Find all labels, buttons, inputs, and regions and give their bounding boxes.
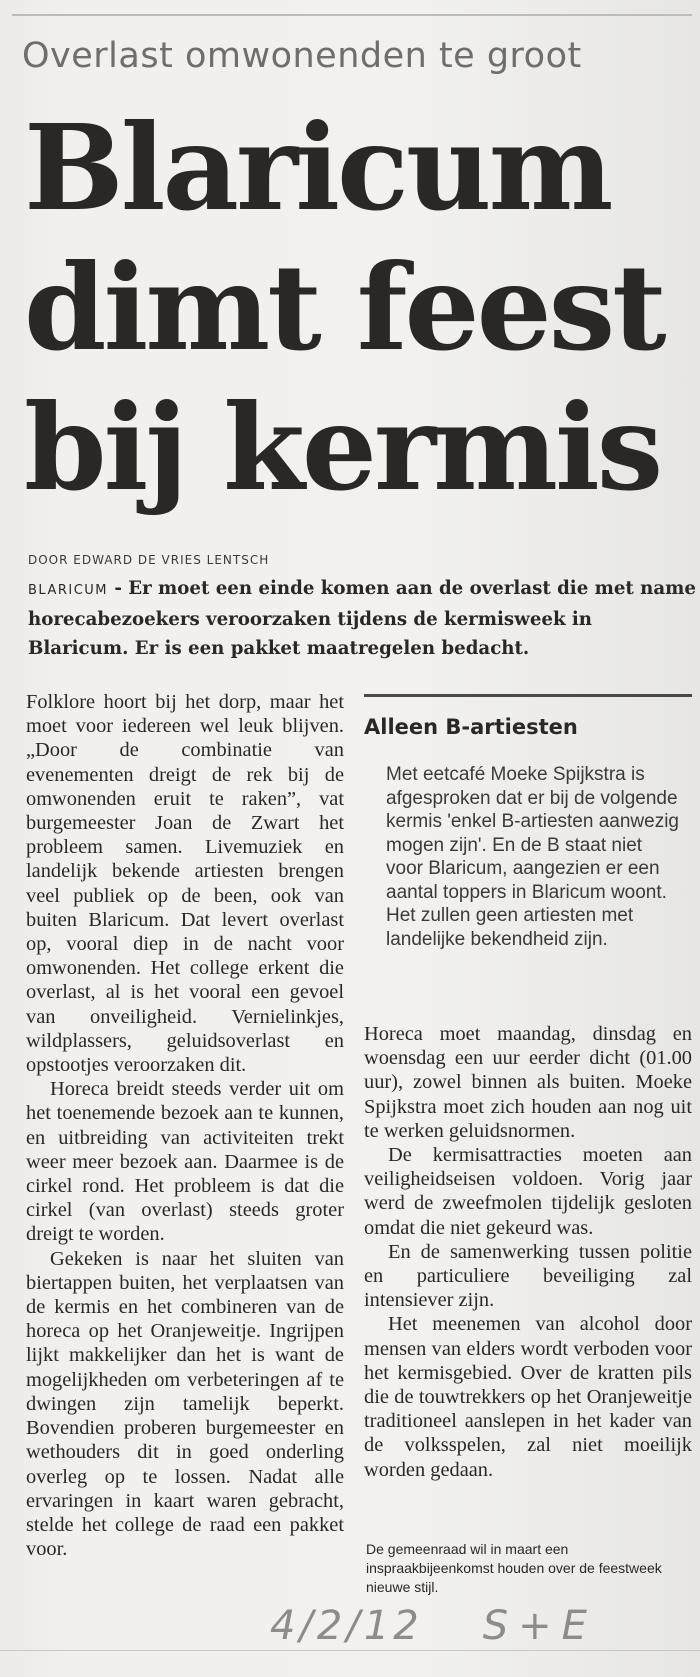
body-paragraph: Folklore hoort bij het dorp, maar het moet voor iedereen wel leuk blijven. „Door de combinatie van evenementen dreigt de rek bij de omwonenden eruit te raken”, vat burgemeester Joan de Zwart het probleem samen. Livemuziek en landelijk bekende artiesten brengen veel publiek op de been, ook van buiten Blaricum. Dat levert overlast op, vooral diep in de nacht voor omwonenden. Het college erkent die overlast, al is het vooral een gevoel van onveiligheid. Vernielinkjes, wildplassers, geluidsoverlast en opstootjes veroorzaken dit.	[26, 691, 344, 1077]
body-paragraph: Het meenemen van alcohol door mensen van elders wordt verboden voor het kermisgebied. Over de kratten pils die de touwtrekkers op het Oranjeweitje traditioneel aanslepen in het kader van de volksspelen, zal niet moeilijk worden gedaan.	[364, 1313, 692, 1481]
top-rule	[12, 14, 692, 16]
kicker: Overlast omwonenden te groot	[22, 36, 582, 76]
body-paragraph: Horeca moet maandag, dinsdag en woensdag een uur eerder dicht (01.00 uur), zowel binnen als buiten. Moeke Spijkstra moet zich houden aan nog uit te werken geluidsnormen.	[364, 1023, 692, 1142]
bottom-rule	[0, 1650, 700, 1651]
body-paragraph: En de samenwerking tussen politie en particuliere beveiliging zal intensiever zijn.	[364, 1240, 692, 1312]
body-column-right	[364, 1022, 692, 1482]
headline	[24, 98, 684, 518]
headline-line: dimt feest	[24, 238, 664, 377]
sidebar-box-title: Alleen B-artiesten	[364, 715, 578, 739]
sidebar-box	[364, 694, 692, 1007]
headline-line: bij kermis	[24, 378, 661, 517]
body-paragraph: Horeca breidt steeds verder uit om het toenemende bezoek aan te kunnen, en uitbreiding van activiteiten trekt weer meer bezoek aan. Daarmee is de cirkel rond. Het probleem is dat die cirkel (van overlast) steeds groter dreigt te worden.	[26, 1078, 344, 1246]
byline: DOOR EDWARD DE VRIES LENTSCH	[28, 553, 270, 567]
sidebar-box-text: Met eetcafé Moeke Spijkstra is afgesproken dat er bij de volgende kermis 'enkel B-artiesten aanwezig mogen zijn'. En de B staat niet voor Blaricum, aangezien er een aantal toppers in Blaricum woont. Het zullen geen artiesten met landelijke bekendheid zijn.	[386, 764, 679, 950]
body-paragraph: Gekeken is naar het sluiten van biertappen buiten, het verplaatsen van de kermis en het combineren van de horeca op het Oranjeweitje. Ingrijpen lijkt makkelijker dan het is want de mogelijkheden om verbeteringen af te dwingen zijn tamelijk beperkt. Bovendien proberen burgemeester en wethouders dit in goed onderling overleg op te lossen. Nadat alle ervaringen in kaart waren gebracht, stelde het college de raad een pakket voor.	[26, 1247, 344, 1561]
handwritten-annotation	[270, 1603, 597, 1649]
body-paragraph: De kermisattracties moeten aan veiligheidseisen voldoen. Vorig jaar werd de zweefmolen tijdelijk gesloten omdat die niet gekeurd was.	[364, 1144, 692, 1239]
intro-paragraph	[28, 574, 696, 663]
closing-note: De gemeenraad wil in maart een inspraakbijeenkomst houden over de feestweek nieuwe stijl.	[366, 1541, 662, 1595]
handwritten-date: 4/2/12	[270, 1603, 423, 1649]
handwritten-initials: S+E	[482, 1603, 597, 1649]
dateline: BLARICUM	[28, 583, 109, 598]
body-column-left	[26, 690, 344, 1561]
headline-line: Blaricum	[24, 98, 611, 237]
intro-text: - Er moet een einde komen aan de overlast die met name horecabezoekers veroorzaken tijdens de kermisweek in Blaricum. Er is een pakket maatregelen bedacht.	[28, 578, 696, 659]
